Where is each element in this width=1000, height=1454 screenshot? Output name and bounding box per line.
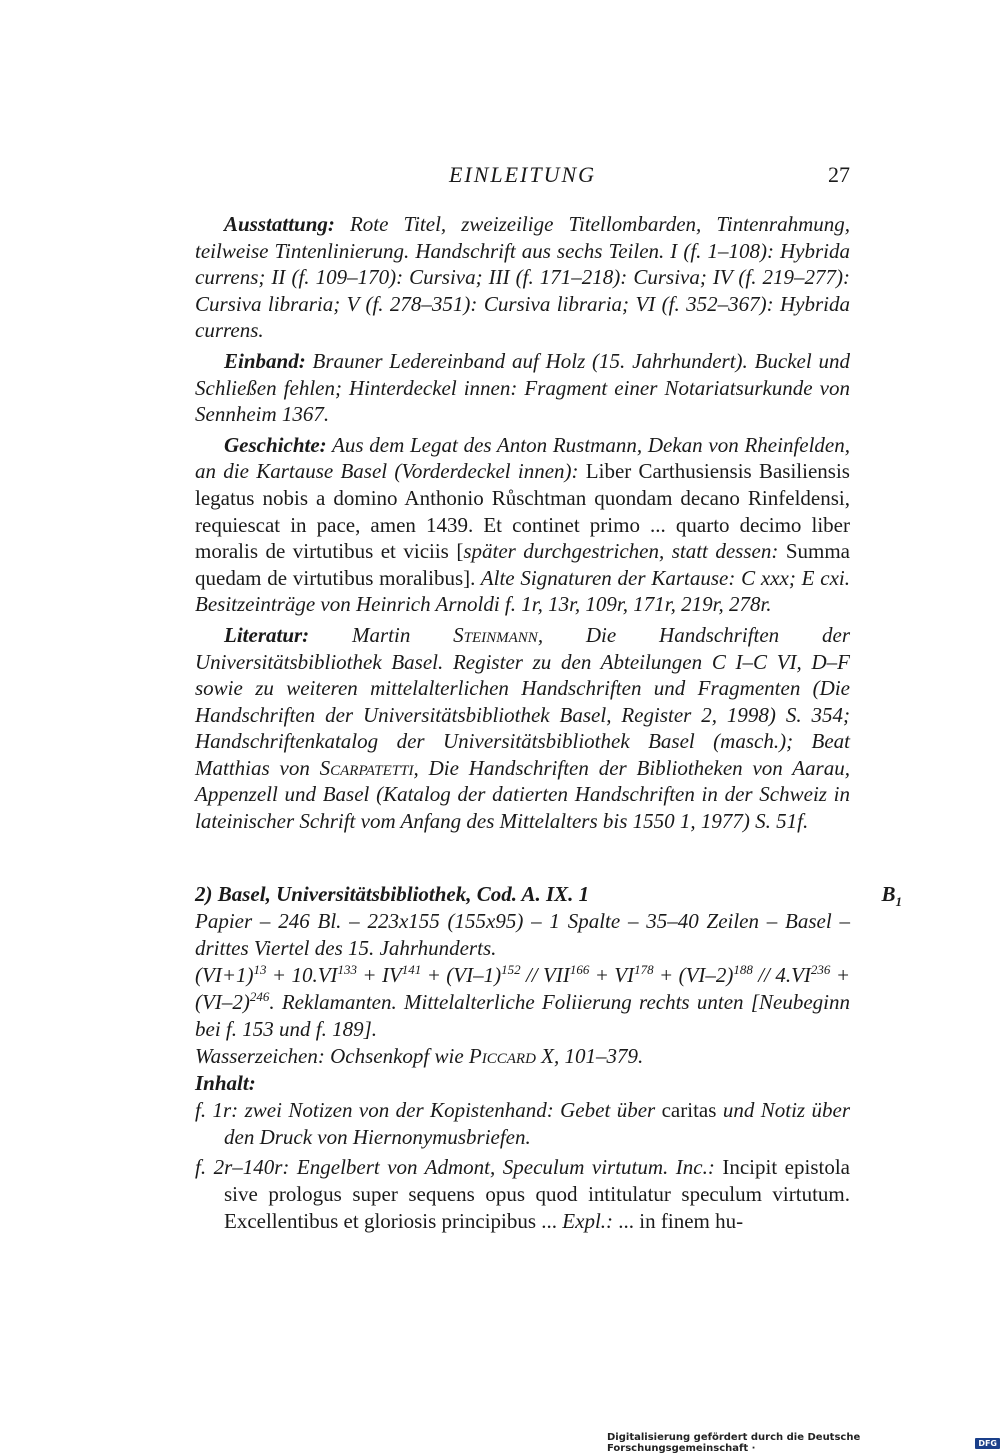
digitization-footer — [607, 1432, 1000, 1454]
siglum — [881, 881, 902, 908]
geschichte-paragraph — [195, 432, 850, 618]
geschichte-quote-2: Summa quedam de virtutibus moralibus]. — [195, 539, 850, 590]
einband-text: Brauner Ledereinband auf Holz (15. Jahrhundert). Buckel und Schließen fehlen; Hinterdeckel innen: Fragment einer Notariatsurkunde von Sennheim 1367. — [195, 348, 850, 427]
collation-sup: 141 — [401, 962, 422, 977]
literatur-label: Literatur: — [224, 622, 310, 647]
entry-heading: 2) Basel, Universitätsbibliothek, Cod. A. IX. 1 — [195, 882, 590, 906]
entry-physical: Papier – 246 Bl. – 223x155 (155x95) – 1 Spalte – 35–40 Zeilen – Basel – drittes Viertel des 15. Jahrhunderts. — [195, 909, 850, 960]
geschichte-label: Geschichte: — [224, 432, 327, 457]
literatur-text-3: , Die Handschriften der Bibliotheken von Aarau, Appenzell und Basel (Katalog der datierten Handschriften in der Schweiz in lateinischer Schrift vom Anfang des Mittelalters bis 1550 1, 1977) S. 51f. — [195, 755, 850, 834]
collation-part: // VII — [520, 963, 570, 987]
description-body — [195, 211, 850, 839]
content-item — [195, 1154, 850, 1235]
page-header — [195, 162, 850, 196]
page-number: 27 — [828, 162, 850, 187]
collation-sup: 166 — [569, 962, 590, 977]
author-scarpatetti: Scarpatetti — [319, 755, 414, 780]
einband-paragraph — [195, 348, 850, 428]
collation-rest: . Reklamanten. Mittelalterliche Foliierung rechts unten [Neubeginn bei f. 153 und f. 189]. — [195, 990, 850, 1041]
ausstattung-text: Rote Titel, zweizeilige Titellombarden, Tintenrahmung, teilweise Tintenlinierung. Handschrift aus sechs Teilen. I (f. 1–108): Hybrida currens; II (f. 109–170): Cursiva; III (f. 171–218): Cursiva; IV (f. 219–277): Cursiva libraria; V (f. 278–351): Cursiva libraria; VI (f. 352–367): Hybrida currens. — [195, 212, 850, 343]
geschichte-text-1: Aus dem Legat des Anton Rustmann, Dekan von Rheinfelden, an die Kartause Basel (Vorderdeckel innen): — [195, 432, 850, 484]
collation-sup: 246 — [249, 989, 270, 1004]
collation-sup: 152 — [501, 962, 521, 977]
literatur-text-1: Martin — [309, 622, 454, 647]
siglum-letter: B — [881, 882, 896, 906]
running-title: EINLEITUNG — [448, 162, 597, 187]
geschichte-quote: Liber Carthusiensis Basiliensis legatus nobis a domino Anthonio Růschtman quondam decano Rinfeldensi, requiescat in pace, amen 1439. Et continet primo ... quarto decimo liber moralis de virtutibus et viciis [ — [195, 459, 850, 564]
collation-part: + (VI–1) — [421, 963, 502, 987]
ausstattung-paragraph — [195, 211, 850, 344]
collation-part: + VI — [589, 963, 635, 987]
collation-part: (VI+1) — [195, 963, 254, 987]
footer-text: Digitalisierung gefördert durch die Deutsche Forschungsgemeinschaft · — [607, 1432, 861, 1454]
siglum-index: 1 — [895, 894, 902, 910]
author-steinmann: Steinmann — [453, 622, 538, 647]
literatur-text-2: , Die Handschriften der Universitätsbibliothek Basel. Register zu den Abteilungen C I–C VI, D–F sowie zu weiteren mittelalterlichen Handschriften und Fragmenten (Die Handschriften der Universitätsbibliothek Basel, Register 2, 1998) S. 354; Handschriftenkatalog der Universitätsbibliothek Basel (masch.); Beat Matthias von — [195, 622, 850, 780]
content-item-latin: Incipit epistola sive prologus super sequens opus quod intitulatur speculum virtutum. Excellentibus et gloriosis principibus ... — [224, 1155, 850, 1233]
collation-part: + 10.VI — [266, 963, 338, 987]
collation-sup: 236 — [810, 962, 831, 977]
collation-part: + (VI–2) — [195, 963, 850, 1014]
author-piccard: Piccard — [468, 1044, 536, 1068]
collation-sup: 133 — [337, 962, 358, 977]
collation-part: // 4.VI — [752, 963, 811, 987]
content-item-text: und Notiz über den Druck von Hiernonymusbriefen. — [224, 1098, 850, 1149]
geschichte-note: später durchgestrichen, statt dessen: — [463, 539, 779, 564]
entry-watermark — [195, 1043, 850, 1070]
content-item-text: f. 2r–140r: Engelbert von Admont, Speculum virtutum. Inc.: — [195, 1155, 715, 1179]
content-item-latin: caritas — [661, 1098, 717, 1122]
watermark-ref: X, 101–379. — [535, 1044, 644, 1068]
collation-part: + IV — [357, 963, 402, 987]
collation-sup: 188 — [733, 962, 753, 977]
geschichte-text-2: Alte Signaturen der Kartause: C xxx; E cxi. Besitzeinträge von Heinrich Arnoldi f. 1r, 13r, 109r, 171r, 219r, 278r. — [195, 565, 850, 617]
content-item-text: f. 1r: zwei Notizen von der Kopistenhand: Gebet über — [195, 1098, 662, 1122]
manuscript-entry — [195, 881, 902, 1238]
dfg-logo-icon: DFG — [975, 1438, 1000, 1449]
collation-sup: 13 — [253, 962, 267, 977]
content-item — [195, 1097, 850, 1151]
einband-label: Einband: — [224, 348, 306, 373]
entry-collation — [195, 962, 850, 1043]
content-item-latin: ... in finem hu- — [613, 1209, 744, 1233]
collation-part: + (VI–2) — [653, 963, 734, 987]
watermark-text: Wasserzeichen: Ochsenkopf wie — [195, 1044, 469, 1068]
ausstattung-label: Ausstattung: — [224, 212, 335, 236]
inhalt-heading: Inhalt: — [195, 1071, 256, 1095]
content-item-text: Expl.: — [562, 1209, 614, 1233]
literatur-paragraph — [195, 622, 850, 835]
collation-sup: 178 — [634, 962, 654, 977]
